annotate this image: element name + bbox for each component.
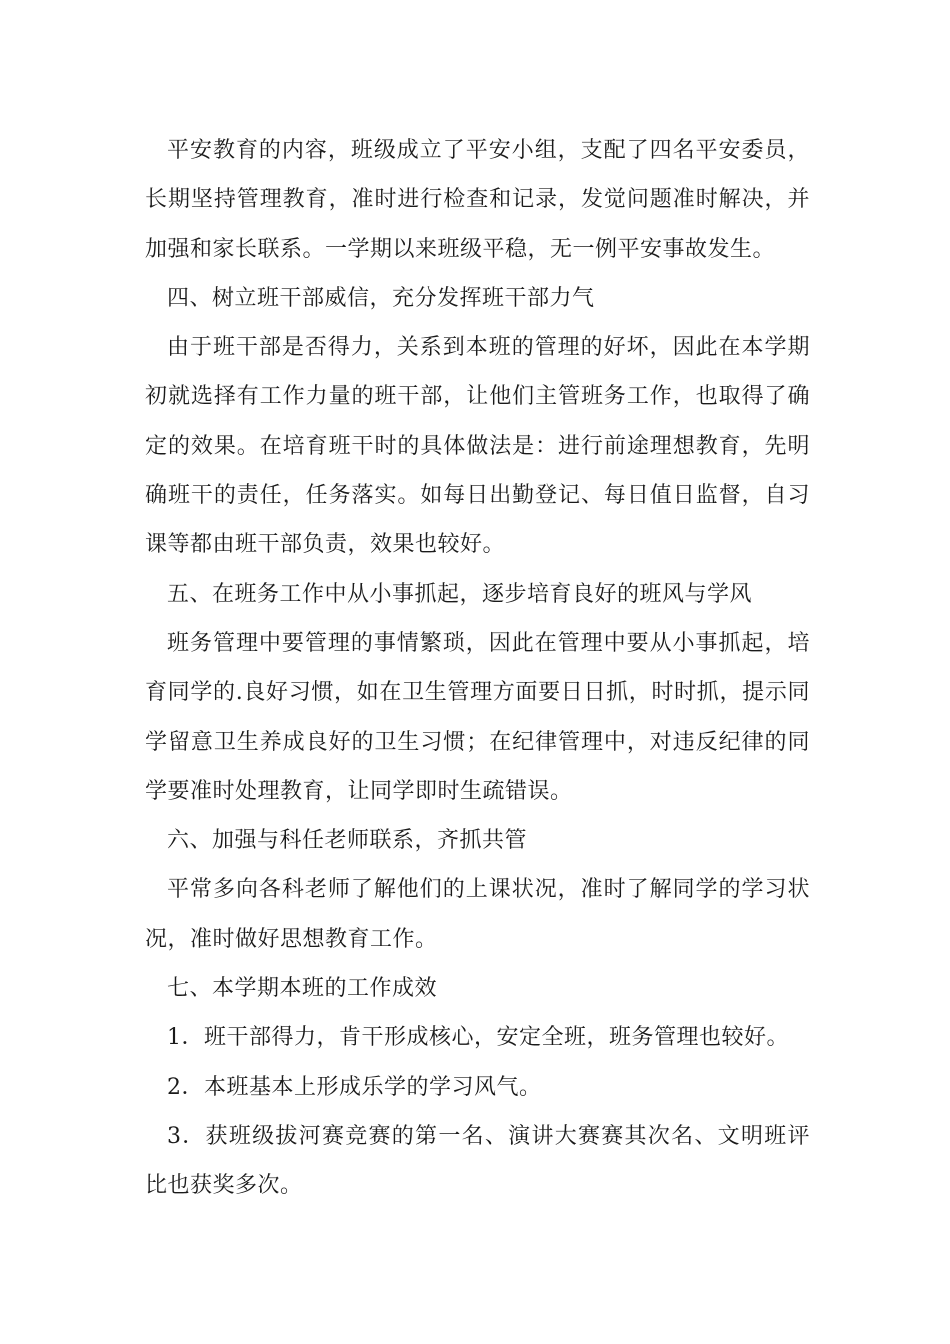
paragraph-class-management: 班务管理中要管理的事情繁琐，因此在管理中要从小事抓起，培育同学的.良好习惯，如在卫生管理方面要日日抓，时时抓，提示同学留意卫生养成良好的卫生习惯；在纪律管理中，对违反纪律的同学要准时处理教育，让同学即时生疏错误。 [145,630,810,804]
heading-section-5: 五、在班务工作中从小事抓起，逐步培育良好的班风与学风 [167,581,753,607]
paragraph-teacher-contact: 平常多向各科老师了解他们的上课状况，准时了解同学的学习状况，准时做好思想教育工作。 [145,877,810,952]
heading-section-6: 六、加强与科任老师联系，齐抓共管 [167,828,528,854]
paragraph-safety-education: 平安教育的内容，班级成立了平安小组，支配了四名平安委员，长期坚持管理教育，准时进行检查和记录，发觉问题准时解决，并加强和家长联系。一学期以来班级平稳，无一例平安事故发生。 [145,138,810,262]
heading-section-7: 七、本学期本班的工作成效 [167,976,438,1002]
list-item-2: 2．本班基本上形成乐学的学习风气。 [167,1074,542,1100]
paragraph-class-cadres: 由于班干部是否得力，关系到本班的管理的好坏，因此在本学期初就选择有工作力量的班干部，让他们主管班务工作，也取得了确定的效果。在培育班干时的具体做法是：进行前途理想教育，先明确班干的责任，任务落实。如每日出勤登记、每日值日监督，自习课等都由班干部负责，效果也较好。 [145,335,810,558]
list-item-3: 3．获班级拔河赛竞赛的第一名、演讲大赛赛其次名、文明班评比也获奖多次。 [145,1123,810,1199]
list-item-1: 1．班干部得力，肯干形成核心，安定全班，班务管理也较好。 [167,1025,789,1051]
heading-section-4: 四、树立班干部威信，充分发挥班干部力气 [167,285,595,311]
document-body [145,126,810,1211]
